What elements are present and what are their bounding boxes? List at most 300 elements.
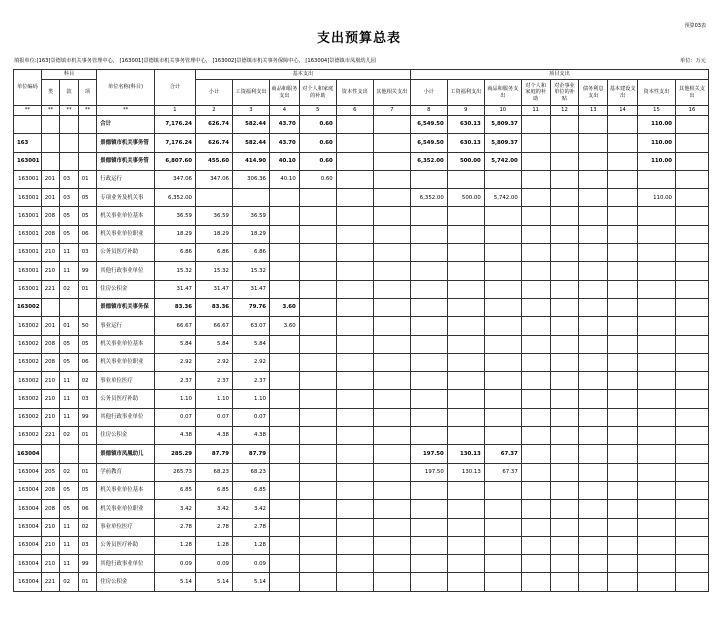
- cell-xiang: [78, 298, 97, 316]
- cell-p-debt: [579, 170, 608, 188]
- cell-b-goods: [269, 225, 299, 243]
- cell-p-sub: 6,549.50: [410, 116, 447, 134]
- cell-p-sub: 197.50: [410, 445, 447, 463]
- cell-p-build: [608, 427, 638, 445]
- cell-kuan: 11: [60, 390, 79, 408]
- cell-name: 合计: [97, 116, 155, 134]
- cell-p-capital: [637, 408, 675, 426]
- cell-p-other: [675, 573, 708, 591]
- cell-p-wage: [447, 372, 484, 390]
- cell-p-sub: [410, 298, 447, 316]
- cell-p-personal: [521, 408, 550, 426]
- cell-p-wage: [447, 481, 484, 499]
- cell-b-capital: [336, 170, 373, 188]
- cell-b-personal: [299, 372, 336, 390]
- cell-b-sub: 0.07: [195, 408, 232, 426]
- cell-p-enterprise: [550, 408, 579, 426]
- cell-p-capital: [637, 518, 675, 536]
- cell-lei: 208: [41, 335, 60, 353]
- cell-b-goods: [269, 518, 299, 536]
- cell-b-personal: [299, 280, 336, 298]
- cell-b-personal: [299, 518, 336, 536]
- header-b-sub: 小计: [195, 80, 232, 106]
- cell-name: 景德镇市凤凰幼儿: [97, 445, 155, 463]
- cell-lei: 208: [41, 353, 60, 371]
- cell-p-wage: [447, 353, 484, 371]
- cell-b-other: [373, 244, 410, 262]
- budget-table: [13, 69, 709, 592]
- cell-p-capital: [637, 335, 675, 353]
- cell-p-wage: 130.13: [447, 445, 484, 463]
- cell-p-personal: [521, 536, 550, 554]
- cell-name: 专项业务及机关事: [97, 189, 155, 207]
- cell-p-other: [675, 116, 708, 134]
- cell-b-sub: [195, 189, 232, 207]
- index-cell: 5: [299, 106, 336, 116]
- cell-p-goods: [484, 262, 521, 280]
- cell-p-personal: [521, 500, 550, 518]
- cell-b-wage: 1.28: [232, 536, 269, 554]
- cell-p-build: [608, 225, 638, 243]
- cell-p-sub: [410, 427, 447, 445]
- header-p-build: 基本建设支出: [608, 80, 638, 106]
- cell-b-goods: [269, 390, 299, 408]
- cell-b-personal: [299, 207, 336, 225]
- cell-b-sub: 3.42: [195, 500, 232, 518]
- cell-code: 163001: [14, 225, 42, 243]
- index-cell: 14: [608, 106, 638, 116]
- cell-p-capital: [637, 317, 675, 335]
- cell-b-other: [373, 280, 410, 298]
- cell-name: 公务员医疗补助: [97, 536, 155, 554]
- cell-total: 6.85: [154, 481, 195, 499]
- cell-code: 163002: [14, 390, 42, 408]
- cell-code: 163002: [14, 353, 42, 371]
- table-row: [14, 335, 709, 353]
- cell-p-enterprise: [550, 152, 579, 170]
- cell-p-other: [675, 353, 708, 371]
- cell-p-personal: [521, 317, 550, 335]
- index-cell: 10: [484, 106, 521, 116]
- header-name: 单位名称(科目): [97, 70, 155, 106]
- cell-b-wage: 5.84: [232, 335, 269, 353]
- cell-b-goods: [269, 427, 299, 445]
- cell-b-personal: 0.60: [299, 152, 336, 170]
- cell-p-debt: [579, 555, 608, 573]
- cell-p-goods: [484, 170, 521, 188]
- cell-kuan: 11: [60, 262, 79, 280]
- cell-xiang: 03: [78, 536, 97, 554]
- table-row: [14, 390, 709, 408]
- cell-p-enterprise: [550, 134, 579, 152]
- cell-b-wage: 306.36: [232, 170, 269, 188]
- cell-b-wage: 2.78: [232, 518, 269, 536]
- cell-p-other: [675, 170, 708, 188]
- cell-total: 83.36: [154, 298, 195, 316]
- cell-p-capital: [637, 298, 675, 316]
- cell-p-debt: [579, 317, 608, 335]
- cell-xiang: [78, 152, 97, 170]
- cell-p-capital: [637, 353, 675, 371]
- cell-b-goods: 3.60: [269, 317, 299, 335]
- header-p-wage: 工资福利支出: [447, 80, 484, 106]
- cell-b-goods: 43.70: [269, 134, 299, 152]
- index-cell: **: [14, 106, 42, 116]
- cell-b-capital: [336, 244, 373, 262]
- cell-lei: [41, 445, 60, 463]
- header-b-personal: 对个人和家庭的补助: [299, 80, 336, 106]
- cell-lei: 208: [41, 225, 60, 243]
- cell-b-personal: [299, 353, 336, 371]
- cell-lei: 201: [41, 189, 60, 207]
- cell-total: 6,807.60: [154, 152, 195, 170]
- cell-p-other: [675, 500, 708, 518]
- cell-kuan: 05: [60, 207, 79, 225]
- cell-code: 163002: [14, 408, 42, 426]
- cell-total: 4.38: [154, 427, 195, 445]
- cell-p-build: [608, 500, 638, 518]
- cell-code: 163004: [14, 573, 42, 591]
- cell-p-debt: [579, 152, 608, 170]
- cell-total: 2.78: [154, 518, 195, 536]
- header-code: 单位编码: [14, 70, 42, 106]
- cell-p-capital: [637, 427, 675, 445]
- cell-b-capital: [336, 207, 373, 225]
- header-p-sub: 小计: [410, 80, 447, 106]
- cell-b-goods: [269, 463, 299, 481]
- cell-b-capital: [336, 500, 373, 518]
- cell-p-enterprise: [550, 298, 579, 316]
- cell-p-personal: [521, 116, 550, 134]
- cell-p-goods: 5,809.37: [484, 116, 521, 134]
- cell-p-goods: [484, 427, 521, 445]
- cell-p-personal: [521, 152, 550, 170]
- cell-xiang: [78, 134, 97, 152]
- cell-p-debt: [579, 500, 608, 518]
- header-p-personal: 对个人和家庭的补助: [521, 80, 550, 106]
- cell-name: 其他行政事业单位: [97, 408, 155, 426]
- cell-p-debt: [579, 116, 608, 134]
- cell-lei: 208: [41, 207, 60, 225]
- cell-p-build: [608, 170, 638, 188]
- cell-p-other: [675, 225, 708, 243]
- cell-lei: 210: [41, 372, 60, 390]
- cell-kuan: 02: [60, 463, 79, 481]
- cell-p-enterprise: [550, 170, 579, 188]
- cell-b-goods: [269, 408, 299, 426]
- table-row: [14, 518, 709, 536]
- cell-p-sub: [410, 573, 447, 591]
- cell-total: 2.92: [154, 353, 195, 371]
- cell-lei: 221: [41, 573, 60, 591]
- cell-b-wage: 4.38: [232, 427, 269, 445]
- cell-b-other: [373, 134, 410, 152]
- cell-p-wage: 500.00: [447, 189, 484, 207]
- cell-p-build: [608, 189, 638, 207]
- table-row: [14, 555, 709, 573]
- cell-b-other: [373, 427, 410, 445]
- cell-b-other: [373, 573, 410, 591]
- cell-b-capital: [336, 427, 373, 445]
- cell-code: 163002: [14, 372, 42, 390]
- cell-b-goods: [269, 207, 299, 225]
- cell-b-personal: [299, 189, 336, 207]
- cell-b-goods: [269, 500, 299, 518]
- cell-kuan: [60, 152, 79, 170]
- table-number-label: 预算03表: [684, 23, 706, 29]
- cell-b-wage: 15.32: [232, 262, 269, 280]
- index-cell: 11: [521, 106, 550, 116]
- cell-p-wage: 500.00: [447, 152, 484, 170]
- cell-p-wage: 130.13: [447, 463, 484, 481]
- cell-b-wage: 31.47: [232, 280, 269, 298]
- cell-p-debt: [579, 390, 608, 408]
- cell-b-wage: 582.44: [232, 116, 269, 134]
- cell-p-capital: [637, 536, 675, 554]
- index-row: [14, 106, 709, 116]
- cell-lei: [41, 134, 60, 152]
- cell-lei: 210: [41, 555, 60, 573]
- cell-p-enterprise: [550, 555, 579, 573]
- cell-b-wage: 3.42: [232, 500, 269, 518]
- cell-p-build: [608, 262, 638, 280]
- table-row: [14, 353, 709, 371]
- index-cell: 8: [410, 106, 447, 116]
- cell-p-enterprise: [550, 207, 579, 225]
- cell-p-goods: 5,742.00: [484, 189, 521, 207]
- cell-total: 18.29: [154, 225, 195, 243]
- cell-p-goods: 67.37: [484, 463, 521, 481]
- header-project: 项目支出: [410, 70, 708, 80]
- cell-lei: 221: [41, 427, 60, 445]
- cell-b-goods: 40.10: [269, 170, 299, 188]
- index-cell: 12: [550, 106, 579, 116]
- cell-p-capital: 110.00: [637, 189, 675, 207]
- index-cell: 7: [373, 106, 410, 116]
- cell-name: 机关事业单位职业: [97, 225, 155, 243]
- cell-b-other: [373, 372, 410, 390]
- cell-b-personal: [299, 555, 336, 573]
- cell-p-enterprise: [550, 280, 579, 298]
- cell-b-sub: 15.32: [195, 262, 232, 280]
- cell-code: 163001: [14, 170, 42, 188]
- table-row: [14, 573, 709, 591]
- cell-code: 163002: [14, 427, 42, 445]
- cell-p-sub: [410, 353, 447, 371]
- cell-p-goods: 67.37: [484, 445, 521, 463]
- cell-p-wage: [447, 225, 484, 243]
- cell-b-goods: [269, 573, 299, 591]
- cell-b-sub: 347.06: [195, 170, 232, 188]
- cell-lei: 210: [41, 536, 60, 554]
- cell-name: 机关事业单位基本: [97, 481, 155, 499]
- money-unit-text: 单位：万元: [680, 58, 706, 64]
- cell-p-personal: [521, 298, 550, 316]
- cell-b-goods: [269, 372, 299, 390]
- cell-name: 景德镇市机关事务保: [97, 298, 155, 316]
- cell-b-personal: 0.60: [299, 116, 336, 134]
- cell-total: 3.42: [154, 500, 195, 518]
- cell-b-personal: [299, 408, 336, 426]
- cell-b-sub: 6.86: [195, 244, 232, 262]
- cell-b-personal: [299, 536, 336, 554]
- cell-p-enterprise: [550, 225, 579, 243]
- cell-total: 6,352.00: [154, 189, 195, 207]
- cell-b-capital: [336, 390, 373, 408]
- cell-b-personal: [299, 225, 336, 243]
- cell-name: 机关事业单位职业: [97, 353, 155, 371]
- cell-b-sub: 2.92: [195, 353, 232, 371]
- cell-xiang: 02: [78, 518, 97, 536]
- cell-p-enterprise: [550, 463, 579, 481]
- cell-p-enterprise: [550, 372, 579, 390]
- cell-kuan: 11: [60, 555, 79, 573]
- cell-p-capital: [637, 390, 675, 408]
- cell-p-goods: [484, 536, 521, 554]
- cell-p-enterprise: [550, 518, 579, 536]
- cell-b-sub: 18.29: [195, 225, 232, 243]
- cell-b-wage: 68.23: [232, 463, 269, 481]
- cell-name: 机关事业单位职业: [97, 500, 155, 518]
- cell-p-other: [675, 244, 708, 262]
- cell-p-goods: [484, 555, 521, 573]
- cell-b-other: [373, 207, 410, 225]
- cell-p-wage: [447, 500, 484, 518]
- cell-p-goods: [484, 317, 521, 335]
- cell-xiang: [78, 116, 97, 134]
- cell-kuan: [60, 445, 79, 463]
- cell-b-other: [373, 170, 410, 188]
- table-row: [14, 298, 709, 316]
- cell-p-sub: [410, 207, 447, 225]
- cell-name: 公务员医疗补助: [97, 244, 155, 262]
- cell-b-capital: [336, 335, 373, 353]
- cell-b-other: [373, 298, 410, 316]
- cell-p-wage: [447, 280, 484, 298]
- cell-p-build: [608, 134, 638, 152]
- index-cell: **: [41, 106, 60, 116]
- cell-b-sub: 68.23: [195, 463, 232, 481]
- cell-b-personal: [299, 445, 336, 463]
- cell-p-wage: [447, 262, 484, 280]
- cell-p-sub: [410, 555, 447, 573]
- cell-b-capital: [336, 408, 373, 426]
- cell-p-enterprise: [550, 353, 579, 371]
- cell-b-goods: [269, 189, 299, 207]
- cell-name: 其他行政事业单位: [97, 262, 155, 280]
- cell-b-goods: [269, 353, 299, 371]
- cell-b-sub: 1.10: [195, 390, 232, 408]
- index-cell: 1: [154, 106, 195, 116]
- cell-b-other: [373, 500, 410, 518]
- cell-lei: [41, 116, 60, 134]
- header-basic: 基本支出: [195, 70, 410, 80]
- cell-xiang: 06: [78, 225, 97, 243]
- cell-name: 学前教育: [97, 463, 155, 481]
- cell-xiang: 99: [78, 262, 97, 280]
- table-row: [14, 207, 709, 225]
- index-cell: 15: [637, 106, 675, 116]
- cell-b-wage: 0.09: [232, 555, 269, 573]
- cell-p-wage: 630.13: [447, 134, 484, 152]
- cell-b-other: [373, 353, 410, 371]
- cell-p-debt: [579, 573, 608, 591]
- cell-p-capital: [637, 445, 675, 463]
- cell-b-personal: [299, 463, 336, 481]
- cell-b-other: [373, 152, 410, 170]
- cell-lei: 210: [41, 262, 60, 280]
- cell-name: 事业单位医疗: [97, 372, 155, 390]
- cell-code: 163001: [14, 189, 42, 207]
- cell-kuan: 05: [60, 225, 79, 243]
- cell-b-capital: [336, 481, 373, 499]
- cell-b-personal: [299, 298, 336, 316]
- cell-xiang: [78, 445, 97, 463]
- header-b-capital: 资本性支出: [336, 80, 373, 106]
- cell-lei: [41, 298, 60, 316]
- cell-b-wage: 0.07: [232, 408, 269, 426]
- index-cell: **: [60, 106, 79, 116]
- cell-b-capital: [336, 518, 373, 536]
- cell-code: 163002: [14, 298, 42, 316]
- cell-p-other: [675, 518, 708, 536]
- cell-p-debt: [579, 298, 608, 316]
- cell-total: 347.06: [154, 170, 195, 188]
- cell-p-sub: [410, 408, 447, 426]
- cell-p-personal: [521, 225, 550, 243]
- cell-p-build: [608, 518, 638, 536]
- cell-p-personal: [521, 244, 550, 262]
- cell-xiang: 01: [78, 573, 97, 591]
- cell-p-build: [608, 481, 638, 499]
- cell-b-sub: 626.74: [195, 116, 232, 134]
- cell-code: 163002: [14, 317, 42, 335]
- cell-p-sub: [410, 280, 447, 298]
- cell-kuan: 05: [60, 335, 79, 353]
- cell-b-sub: 87.79: [195, 445, 232, 463]
- cell-b-capital: [336, 298, 373, 316]
- cell-p-sub: [410, 225, 447, 243]
- header-p-enterprise: 对企事业单位的补贴: [550, 80, 579, 106]
- cell-b-goods: [269, 481, 299, 499]
- cell-total: 5.14: [154, 573, 195, 591]
- cell-xiang: 03: [78, 244, 97, 262]
- cell-p-personal: [521, 481, 550, 499]
- cell-b-goods: [269, 335, 299, 353]
- cell-name: 机关事业单位基本: [97, 207, 155, 225]
- cell-kuan: 11: [60, 518, 79, 536]
- cell-p-personal: [521, 134, 550, 152]
- cell-p-other: [675, 280, 708, 298]
- cell-p-build: [608, 298, 638, 316]
- cell-b-other: [373, 445, 410, 463]
- header-kuan: 款: [60, 80, 79, 106]
- cell-p-other: [675, 298, 708, 316]
- cell-lei: 208: [41, 481, 60, 499]
- header-b-wage: 工资福利支出: [232, 80, 269, 106]
- cell-p-sub: 6,352.00: [410, 189, 447, 207]
- cell-p-debt: [579, 481, 608, 499]
- cell-p-debt: [579, 244, 608, 262]
- header-p-goods: 商品和服务支出: [484, 80, 521, 106]
- cell-b-sub: 31.47: [195, 280, 232, 298]
- cell-b-other: [373, 317, 410, 335]
- cell-code: 163004: [14, 555, 42, 573]
- cell-p-goods: [484, 390, 521, 408]
- cell-p-personal: [521, 463, 550, 481]
- cell-p-enterprise: [550, 116, 579, 134]
- cell-b-other: [373, 390, 410, 408]
